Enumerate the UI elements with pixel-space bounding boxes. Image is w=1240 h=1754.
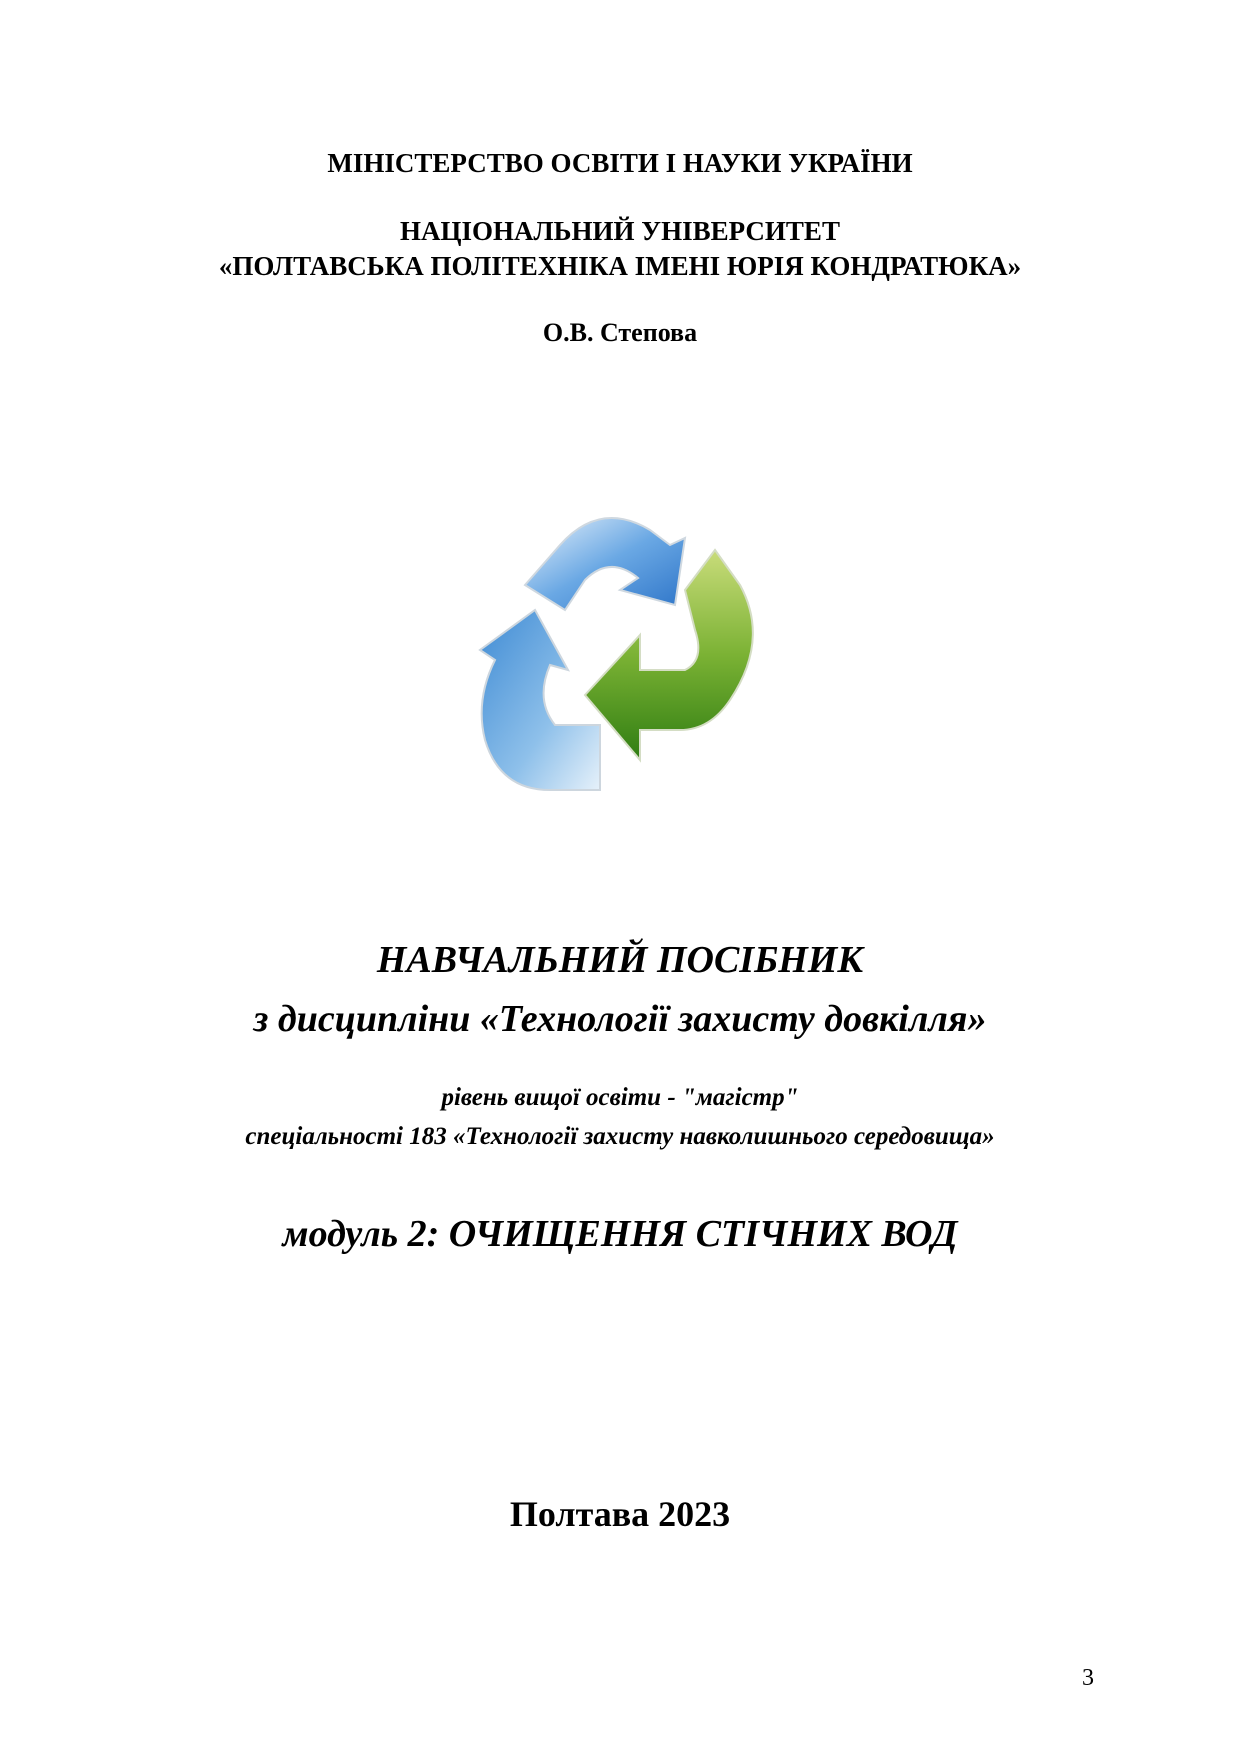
education-level: рівень вищої освіти - "магістр" [441,1084,799,1111]
university-name-line1: НАЦІОНАЛЬНИЙ УНІВЕРСИТЕТ [400,216,840,246]
page-number: 3 [1082,1665,1094,1691]
module-title: модуль 2: ОЧИЩЕННЯ СТІЧНИХ ВОД [282,1213,958,1255]
city-year: Полтава 2023 [509,1494,731,1534]
ministry-heading: МІНІСТЕРСТВО ОСВІТИ І НАУКИ УКРАЇНИ [327,148,913,178]
university-name-line2: «ПОЛТАВСЬКА ПОЛІТЕХНІКА ІМЕНІ ЮРІЯ КОНДРАТЮКА» [218,251,1022,281]
sky-arrow [525,518,685,610]
author-name: О.В. Степова [542,318,698,347]
specialty: спеціальності 183 «Технології захисту навколишнього середовища» [245,1123,995,1150]
recycle-icon [470,510,815,812]
water-arrow [480,610,600,790]
discipline-title: з дисципліни «Технології захисту довкілля» [253,998,987,1040]
document-title: НАВЧАЛЬНИЙ ПОСІБНИК [376,939,864,981]
